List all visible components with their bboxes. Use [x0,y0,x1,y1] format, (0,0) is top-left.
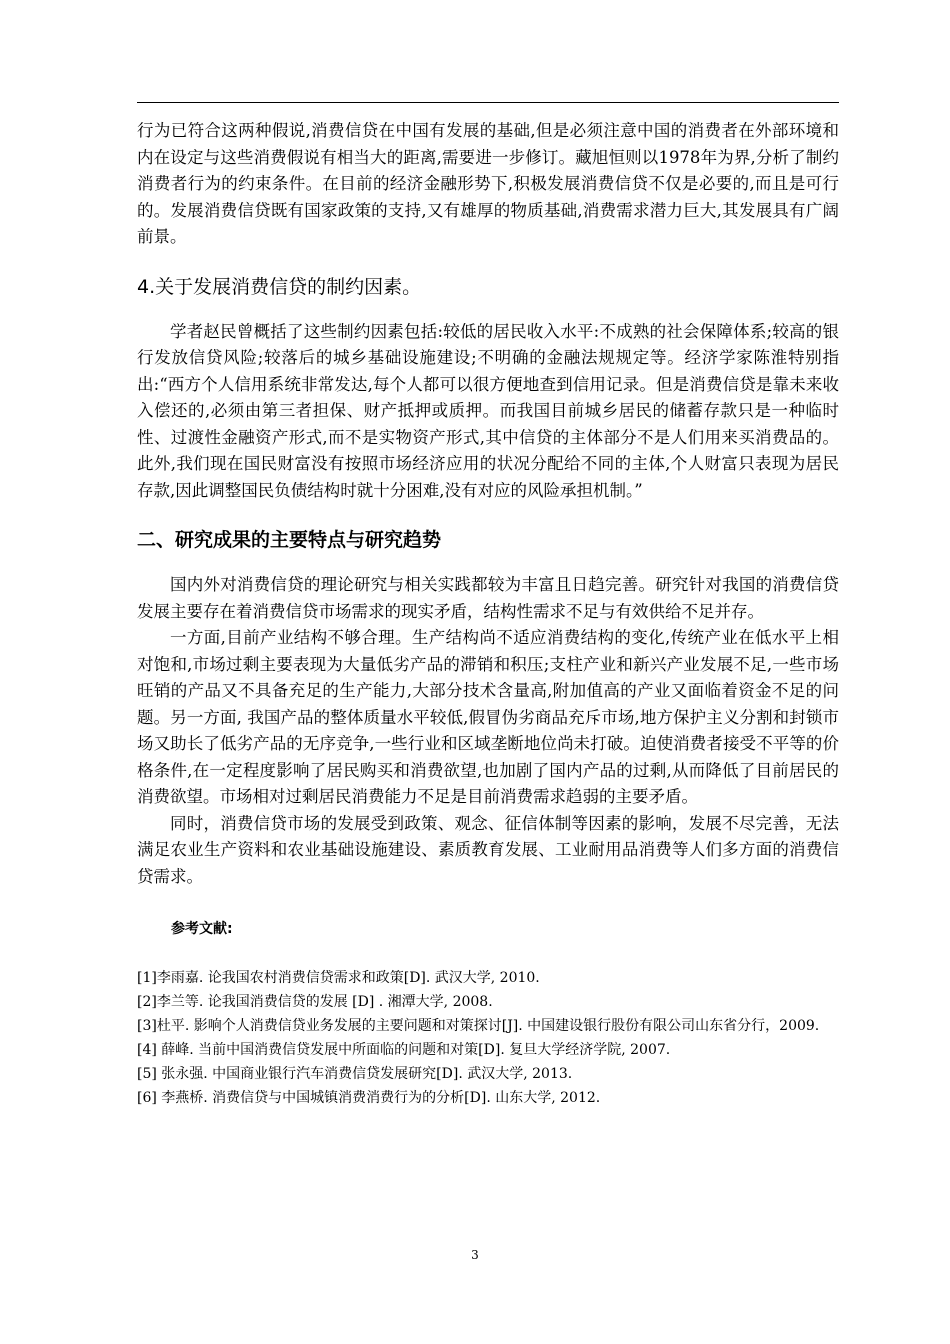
page-number: 3 [471,1248,479,1262]
section-2-heading: 二、研究成果的主要特点与研究趋势 [137,529,442,551]
paragraph-intro: 行为已符合这两种假说,消费信贷在中国有发展的基础,但是必须注意中国的消费者在外部环境和内在设定与这些消费假说有相当大的距离,需要进一步修订。藏旭恒则以1978年为界,分析了制约消费者行为的约束条件。在目前的经济金融形势下,积极发展消费信贷不仅是必要的,而且是可行的。发展消费信贷既有国家政策的支持,又有雄厚的物质基础,消费需求潜力巨大,其发展具有广阔前景。 [137,121,839,246]
reference-item: [3]杜平. 影响个人消费信贷业务发展的主要问题和对策探讨[J]. 中国建设银行股份有限公司山东省分行，2009. [137,1018,820,1034]
references-title: 参考文献: [171,921,233,937]
subsection-4-heading: 4.关于发展消费信贷的制约因素。 [137,275,422,298]
reference-item: [1]李雨嘉. 论我国农村消费信贷需求和政策[D]. 武汉大学, 2010. [137,970,540,986]
reference-item: [4] 薛峰. 当前中国消费信贷发展中所面临的问题和对策[D]. 复旦大学经济学院, 2007. [137,1042,671,1058]
paragraph-section2-2: 一方面,目前产业结构不够合理。生产结构尚不适应消费结构的变化,传统产业在低水平上相对饱和,市场过剩主要表现为大量低劣产品的滞销和积压;支柱产业和新兴产业发展不足,一些市场旺销的产品又不具备充足的生产能力,大部分技术含量高,附加值高的产业又面临着资金不足的问题。另一方面, 我国产品的整体质量水平较低,假冒伪劣商品充斥市场,地方保护主义分割和封锁市场又助长了低劣产品的无序竞争,一些行业和区域垄断地位尚未打破。迫使消费者接受不平等的价格条件,在一定程度影响了居民购买和消费欲望,也加剧了国内产品的过剩,从而降低了目前居民的消费欲望。市场相对过剩居民消费能力不足是目前消费需求趋弱的主要矛盾。 [137,628,839,806]
paragraph-section2-1: 国内外对消费信贷的理论研究与相关实践都较为丰富且日趋完善。研究针对我国的消费信贷发展主要存在着消费信贷市场需求的现实矛盾，结构性需求不足与有效供给不足并存。 [137,575,839,621]
paragraph-section2-3: 同时，消费信贷市场的发展受到政策、观念、征信体制等因素的影响，发展不尽完善，无法满足农业生产资料和农业基础设施建设、素质教育发展、工业耐用品消费等人们多方面的消费信贷需求。 [137,813,839,886]
reference-item: [5] 张永强. 中国商业银行汽车消费信贷发展研究[D]. 武汉大学, 2013. [137,1066,573,1082]
reference-item: [6] 李燕桥. 消费信贷与中国城镇消费消费行为的分析[D]. 山东大学, 2012. [137,1090,601,1106]
reference-item: [2]李兰等. 论我国消费信贷的发展 [D] . 湘潭大学, 2008. [137,994,493,1010]
header-rule [137,102,839,103]
page-content [137,118,839,1110]
references-list [137,966,839,1110]
paragraph-constraints: 学者赵民曾概括了这些制约因素包括:较低的居民收入水平:不成熟的社会保障体系;较高的银行发放信贷风险;较落后的城乡基础设施建设;不明确的金融法规规定等。经济学家陈淮特别指出:“西方个人信用系统非常发达,每个人都可以很方便地查到信用记录。但是消费信贷是靠未来收入偿还的,必须由第三者担保、财产抵押或质押。而我国目前城乡居民的储蓄存款只是一种临时性、过渡性金融资产形式,而不是实物资产形式,其中信贷的主体部分不是人们用来买消费品的。此外,我们现在国民财富没有按照市场经济应用的状况分配给不同的主体,个人财富只表现为居民存款,因此调整国民负债结构时就十分困难,没有对应的风险承担机制。” [137,321,839,500]
